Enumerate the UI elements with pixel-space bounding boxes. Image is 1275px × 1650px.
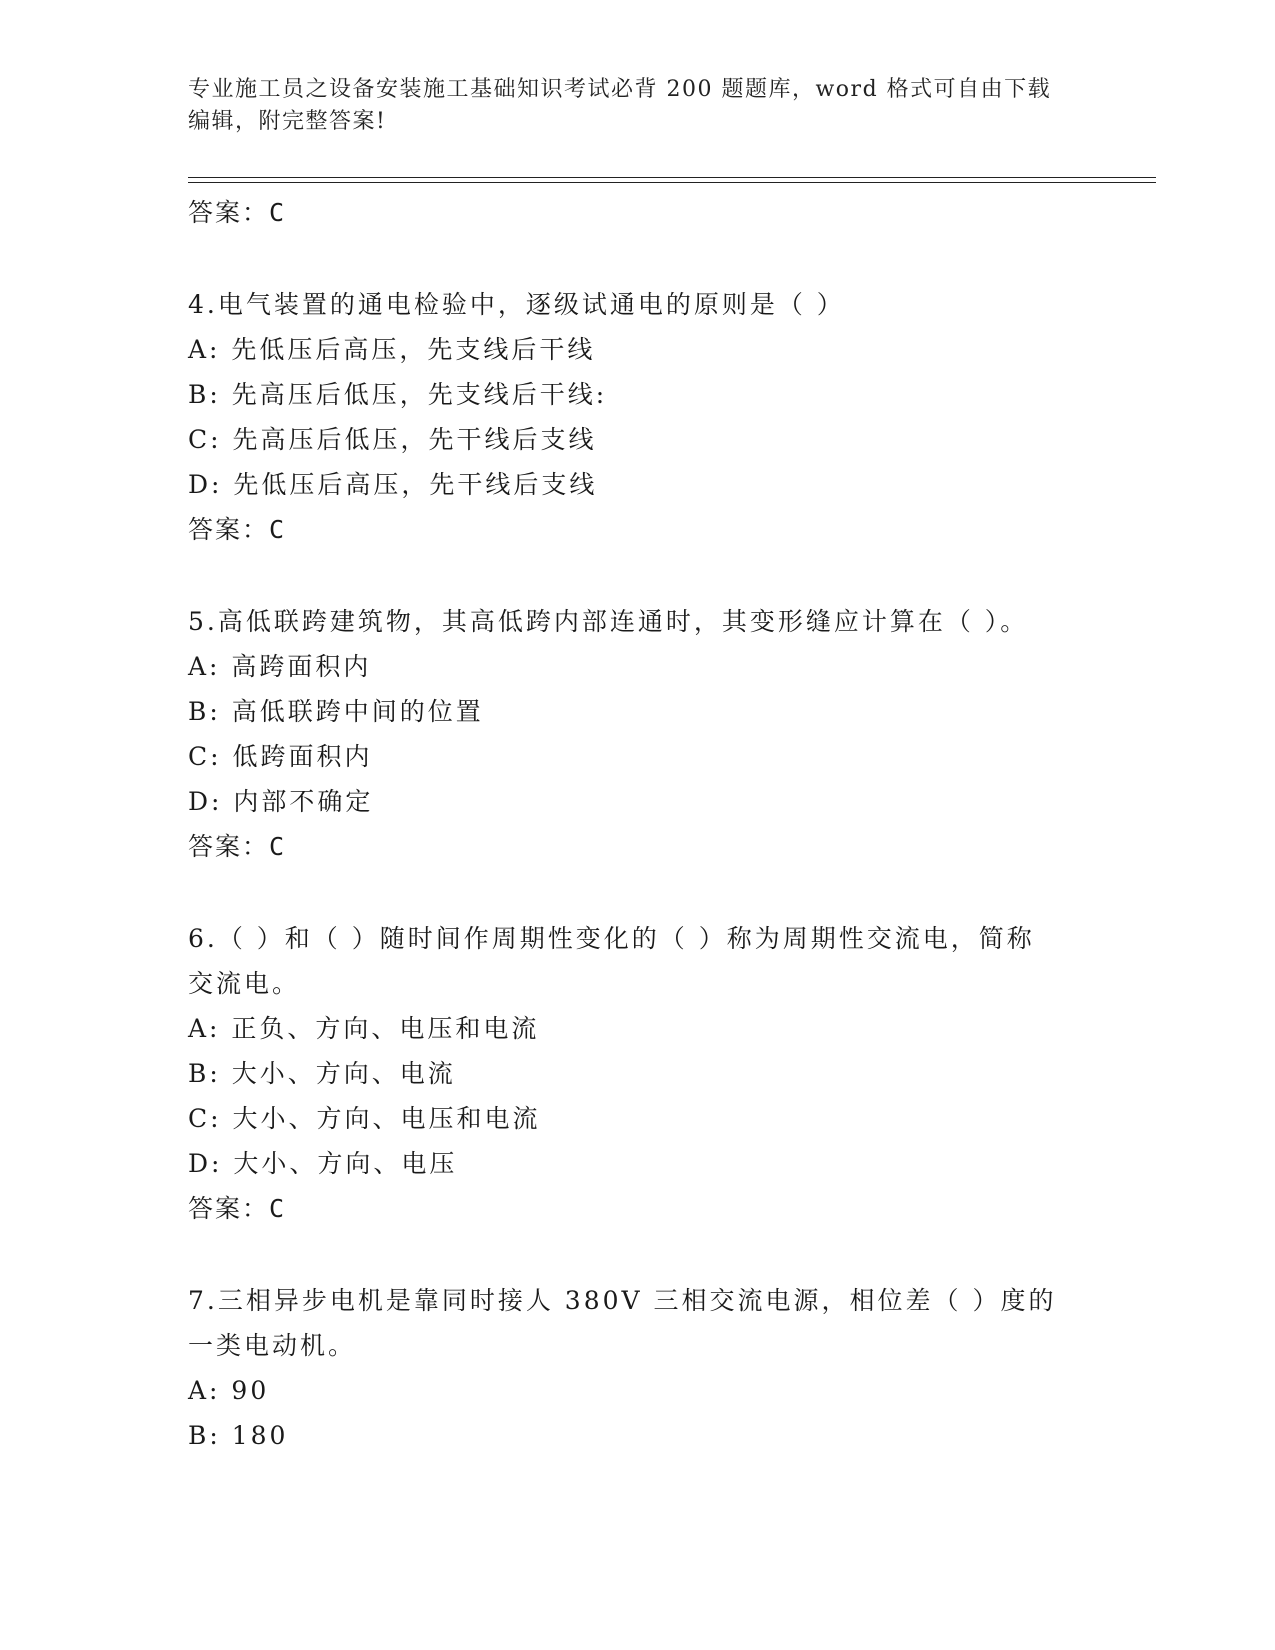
question-text: 6.（ ）和（ ）随时间作周期性变化的（ ）称为周期性交流电，简称 (188, 924, 1035, 953)
header-divider (188, 177, 1156, 183)
option-d: D: 内部不确定 (188, 787, 374, 816)
option-b: B: 180 (188, 1421, 289, 1450)
header-title-line-1: 专业施工员之设备安装施工基础知识考试必背 200 题题库，word 格式可自由下载 (188, 77, 1052, 102)
option-a: A: 高跨面积内 (188, 652, 372, 681)
option-a: A: 90 (188, 1376, 270, 1405)
answer-line: 答案：C (188, 1194, 287, 1223)
answer-line: 答案：C (188, 198, 287, 227)
answer-line: 答案：C (188, 515, 287, 544)
question-text: 7.三相异步电机是靠同时接人 380V 三相交流电源，相位差（ ）度的 (188, 1286, 1057, 1315)
option-a: A: 先低压后高压，先支线后干线 (188, 335, 596, 364)
option-c: C: 先高压后低压，先干线后支线 (188, 425, 597, 454)
option-b: B: 高低联跨中间的位置 (188, 697, 484, 726)
question-item (188, 1278, 1088, 1458)
question-text-continued: 交流电。 (188, 969, 301, 998)
question-list (188, 190, 1088, 1458)
option-b: B: 先高压后低压，先支线后干线: (188, 380, 608, 409)
question-item (188, 282, 1088, 552)
header-title-line-2: 编辑，附完整答案! (188, 109, 387, 134)
option-b: B: 大小、方向、电流 (188, 1059, 456, 1088)
option-c: C: 大小、方向、电压和电流 (188, 1104, 541, 1133)
question-text: 5.高低联跨建筑物，其高低跨内部连通时，其变形缝应计算在（ ）。 (188, 607, 1029, 636)
question-text: 4.电气装置的通电检验中，逐级试通电的原则是（ ） (188, 290, 845, 319)
option-d: D: 大小、方向、电压 (188, 1149, 458, 1178)
question-item (188, 916, 1088, 1231)
option-a: A: 正负、方向、电压和电流 (188, 1014, 540, 1043)
document-header (188, 74, 1068, 138)
option-d: D: 先低压后高压，先干线后支线 (188, 470, 598, 499)
question-text-continued: 一类电动机。 (188, 1331, 357, 1360)
option-c: C: 低跨面积内 (188, 742, 373, 771)
answer-line: 答案：C (188, 832, 287, 861)
question-item (188, 599, 1088, 869)
